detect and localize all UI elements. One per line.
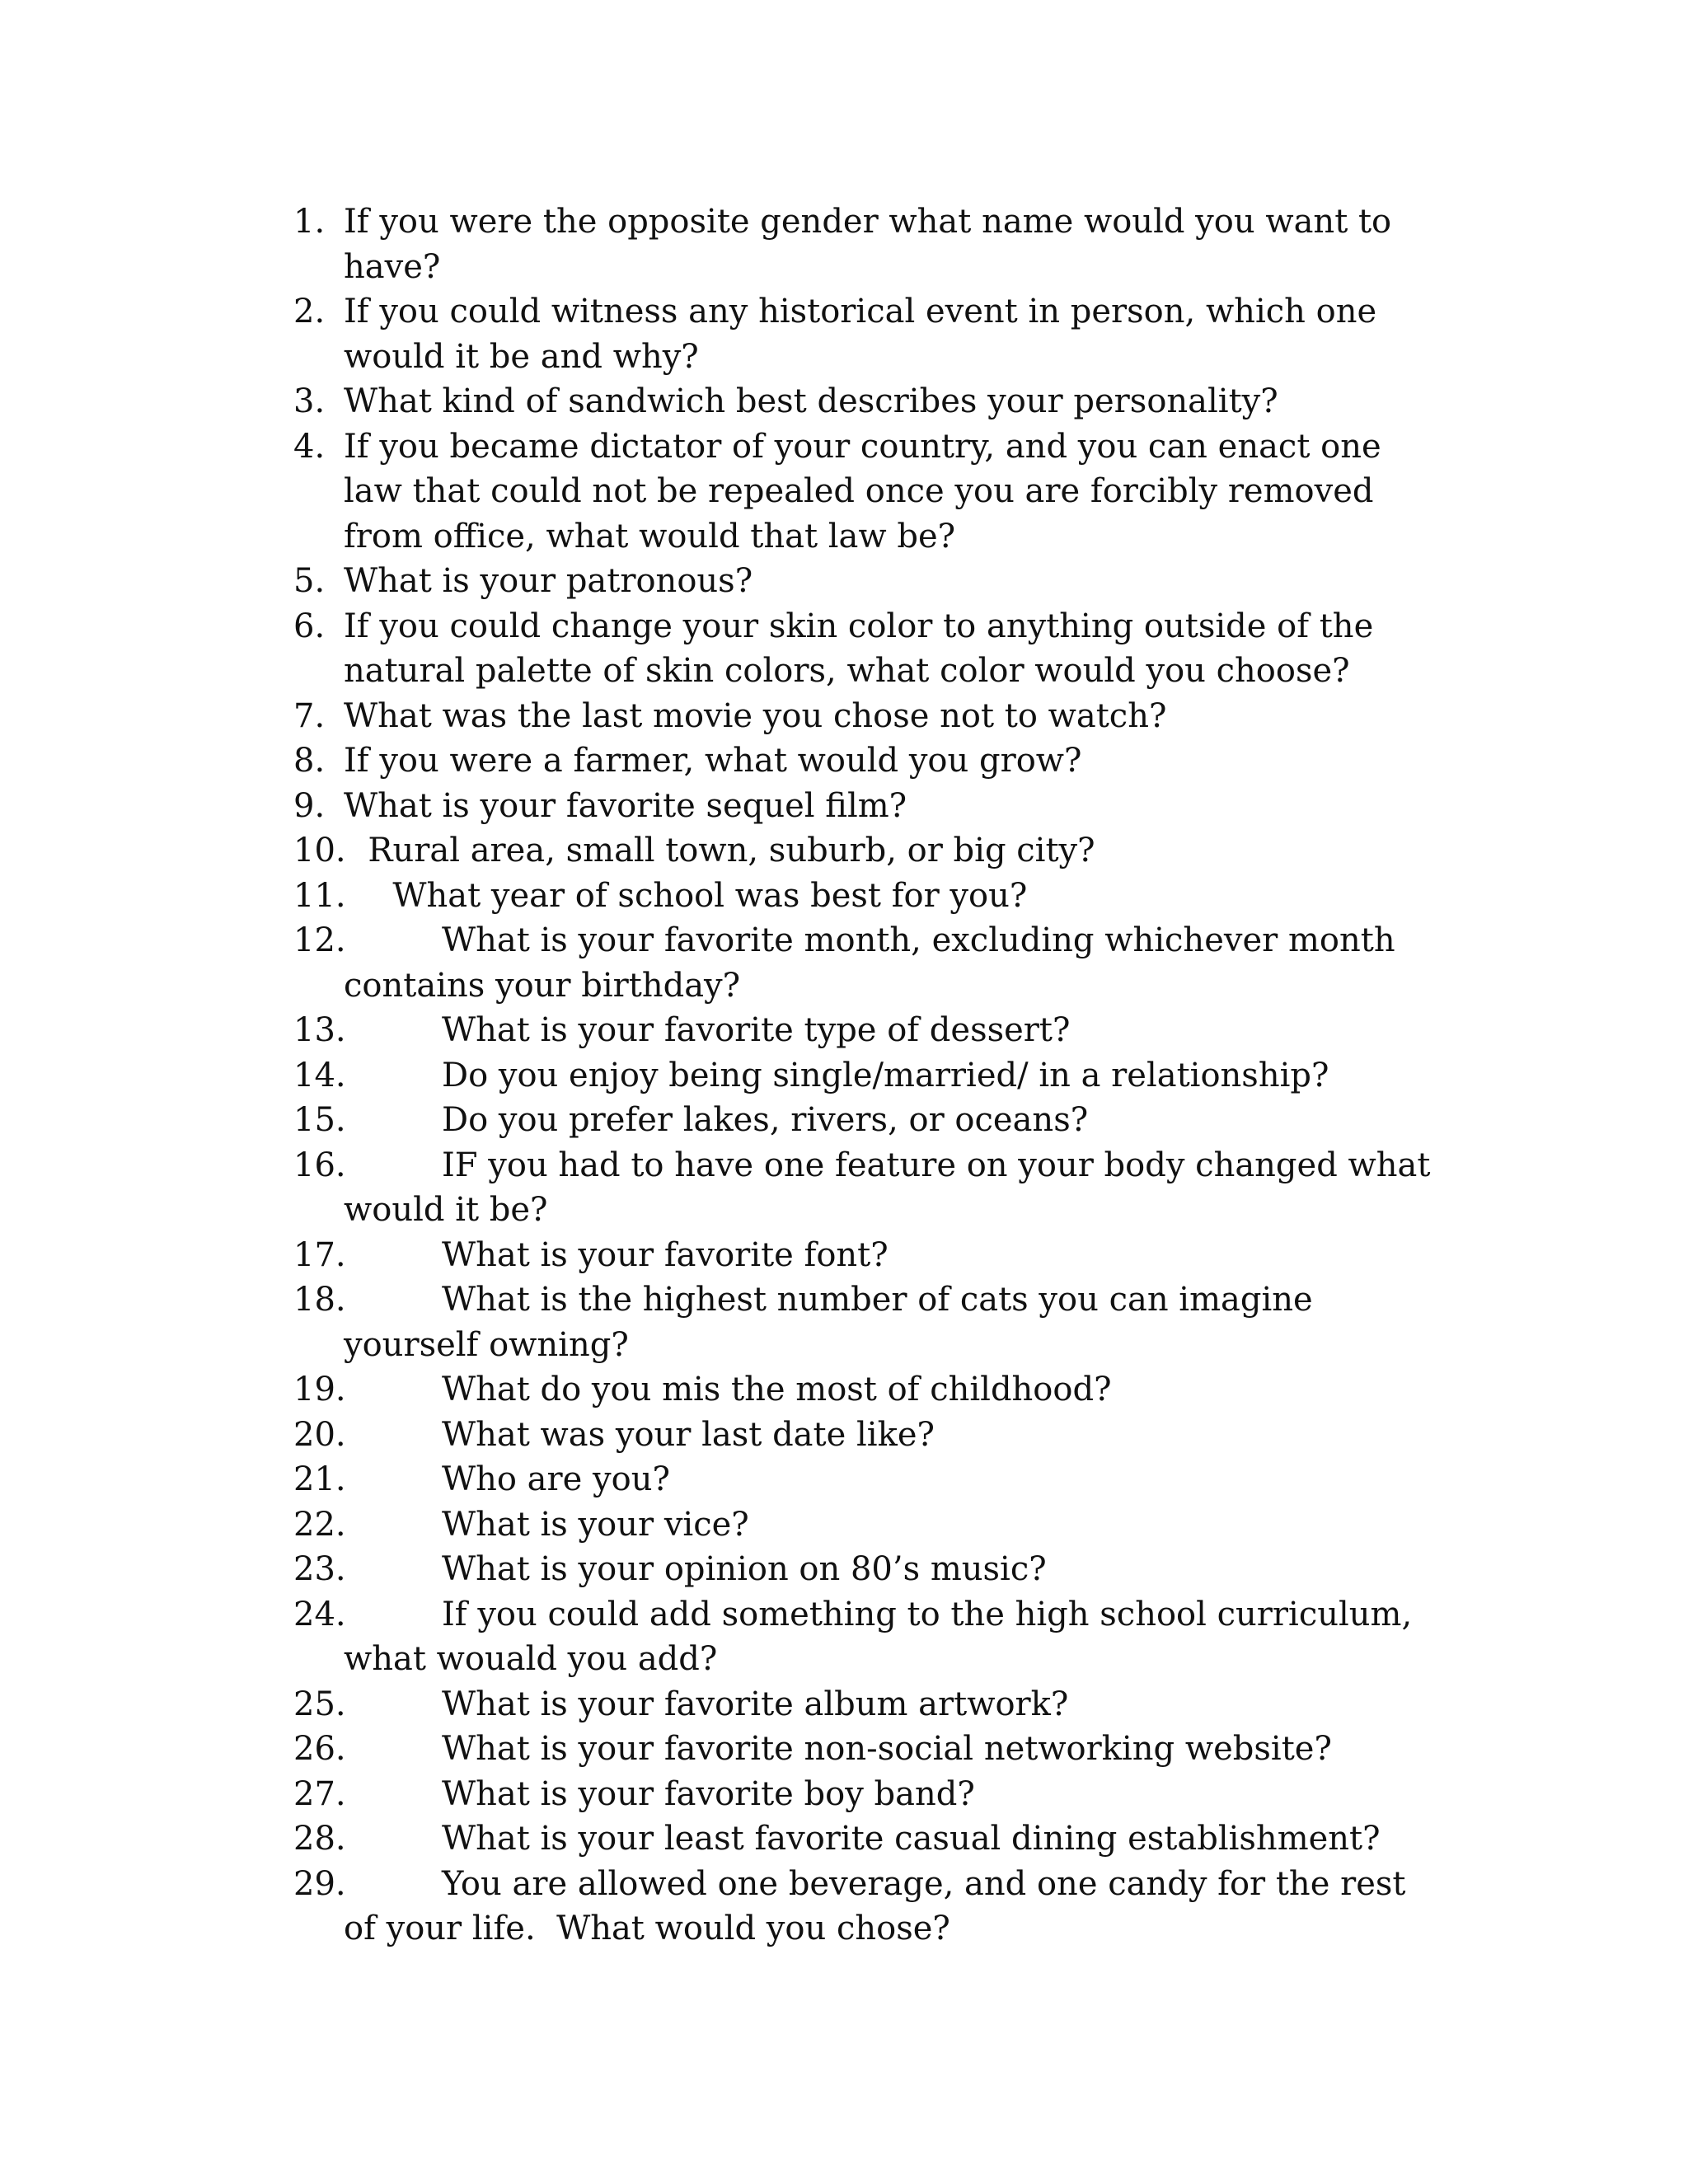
question-item: [293, 694, 1447, 739]
question-text: If you were a farmer, what would you grow?: [344, 742, 1082, 780]
question-number: 7.: [293, 696, 326, 735]
question-number: 16.: [293, 1146, 346, 1184]
question-item: [293, 1772, 1447, 1817]
question-number: 22.: [293, 1505, 346, 1544]
question-number: 27.: [293, 1774, 346, 1813]
question-text: What kind of sandwich best describes your personality?: [344, 382, 1278, 420]
question-number: 6.: [293, 607, 326, 645]
question-text: What year of school was best for you?: [392, 876, 1028, 915]
question-number: 19.: [293, 1371, 346, 1408]
question-number: 3.: [293, 382, 326, 420]
question-item: [293, 1143, 1447, 1233]
question-item: [293, 424, 1447, 560]
question-text: If you became dictator of your country, and you can enact one law that could not be repealed once you are forcibly removed from office, what would that law be?: [344, 427, 1392, 555]
question-text: What was your last date like?: [442, 1415, 935, 1454]
question-number: 28.: [293, 1820, 346, 1858]
question-number: 9.: [293, 786, 326, 825]
question-number: 21.: [293, 1460, 346, 1498]
question-text: Who are you?: [442, 1460, 670, 1498]
question-number: 20.: [293, 1415, 346, 1454]
question-number: 15.: [293, 1101, 346, 1139]
question-text: What is your vice?: [442, 1505, 749, 1544]
question-item: [293, 1233, 1447, 1278]
question-item: [293, 1008, 1447, 1053]
question-number: 4.: [293, 427, 326, 466]
question-item: [293, 784, 1447, 829]
question-item: [293, 1502, 1447, 1548]
question-text: What is your patronous?: [344, 562, 753, 600]
question-item: [293, 1277, 1447, 1367]
question-number: 10.: [293, 832, 346, 869]
question-item: [293, 604, 1447, 694]
question-number: 18.: [293, 1281, 346, 1319]
question-text: Do you prefer lakes, rivers, or oceans?: [442, 1101, 1089, 1139]
question-item: [293, 918, 1447, 1008]
question-number: 17.: [293, 1235, 346, 1274]
question-item: [293, 1098, 1447, 1143]
question-item: [293, 1413, 1447, 1458]
question-text: IF you had to have one feature on your body changed what would it be?: [344, 1146, 1442, 1229]
question-text: What is your favorite font?: [442, 1235, 889, 1274]
question-text: You are allowed one beverage, and one candy for the rest of your life. What would you chose?: [344, 1864, 1417, 1947]
question-number: 13.: [293, 1011, 346, 1049]
question-text: What was the last movie you chose not to watch?: [344, 696, 1167, 735]
question-item: [293, 1592, 1447, 1682]
question-text: If you were the opposite gender what name would you want to have?: [344, 203, 1402, 286]
question-item: [293, 289, 1447, 379]
question-text: What do you mis the most of childhood?: [442, 1371, 1112, 1408]
question-number: 1.: [293, 203, 326, 241]
question-item: [293, 559, 1447, 604]
question-number: 8.: [293, 742, 326, 780]
question-text: What is your favorite type of dessert?: [442, 1011, 1071, 1049]
question-text: What is your least favorite casual dining establishment?: [442, 1820, 1381, 1858]
question-number: 12.: [293, 921, 346, 959]
question-text: If you could add something to the high school curriculum, what wouald you add?: [344, 1595, 1423, 1678]
question-item: [293, 828, 1447, 874]
question-number: 2.: [293, 293, 326, 330]
question-text: What is your opinion on 80’s music?: [442, 1550, 1047, 1588]
question-item: [293, 1862, 1447, 1952]
question-item: [293, 874, 1447, 919]
question-item: [293, 199, 1447, 289]
question-text: What is your favorite sequel film?: [344, 786, 907, 825]
question-text: What is the highest number of cats you can imagine yourself owning?: [344, 1281, 1324, 1364]
question-number: 11.: [293, 876, 346, 915]
question-item: [293, 1682, 1447, 1727]
question-number: 5.: [293, 562, 326, 600]
question-list: [293, 199, 1447, 1952]
question-item: [293, 1367, 1447, 1413]
question-text: What is your favorite boy band?: [442, 1774, 975, 1813]
question-item: [293, 1727, 1447, 1772]
question-item: [293, 1547, 1447, 1592]
question-number: 14.: [293, 1056, 346, 1094]
question-item: [293, 1816, 1447, 1862]
question-number: 29.: [293, 1864, 346, 1903]
question-number: 25.: [293, 1685, 346, 1723]
question-item: [293, 379, 1447, 424]
question-number: 24.: [293, 1595, 346, 1633]
question-item: [293, 738, 1447, 784]
question-text: What is your favorite month, excluding whichever month contains your birthday?: [344, 921, 1406, 1005]
question-item: [293, 1053, 1447, 1099]
question-number: 26.: [293, 1730, 346, 1768]
question-text: If you could change your skin color to anything outside of the natural palette of skin colors, what color would you choose?: [344, 607, 1384, 690]
question-text: What is your favorite non-social networking website?: [442, 1730, 1332, 1768]
question-item: [293, 1457, 1447, 1502]
question-text: What is your favorite album artwork?: [442, 1685, 1069, 1723]
question-text: If you could witness any historical event in person, which one would it be and why?: [344, 293, 1387, 376]
question-text: Rural area, small town, suburb, or big city?: [368, 832, 1095, 869]
question-number: 23.: [293, 1550, 346, 1588]
question-text: Do you enjoy being single/married/ in a relationship?: [442, 1056, 1329, 1094]
